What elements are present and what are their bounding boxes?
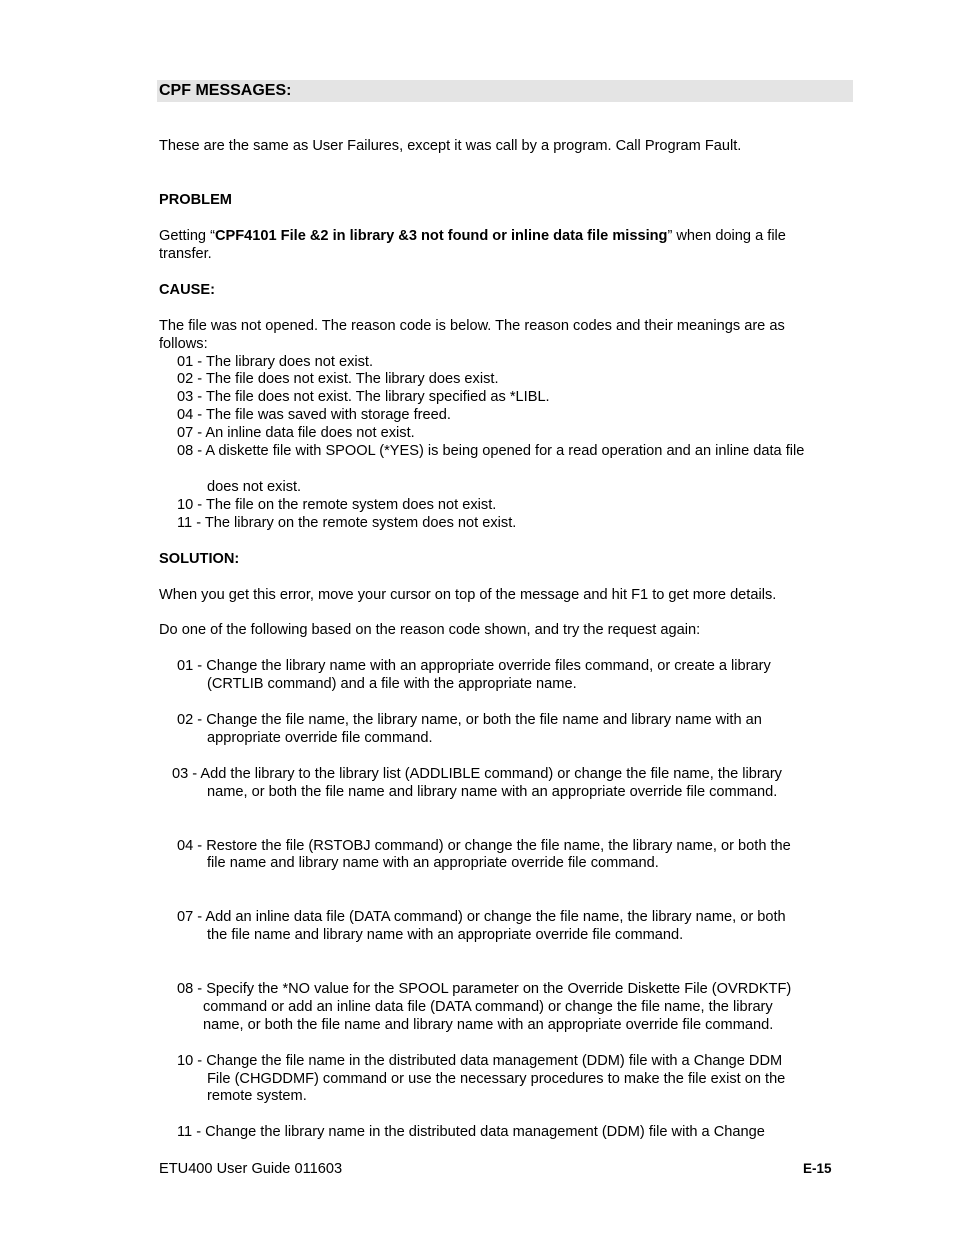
footer-doc-title: ETU400 User Guide 011603 [159,1161,343,1177]
solution-para-2: Do one of the following based on the reason code shown, and try the request again: [159,622,701,638]
cause-code: 07 - An inline data file does not exist. [177,425,415,441]
solution-item-01: 01 - Change the library name with an appropriate override files command, or create a library [177,658,771,674]
cause-code: 04 - The file was saved with storage freed. [177,407,451,423]
cause-code: 01 - The library does not exist. [177,354,374,370]
cause-code: 11 - The library on the remote system does not exist. [177,515,517,531]
problem-label: PROBLEM [159,192,232,208]
solution-item-10-cont: File (CHGDDMF) command or use the necessary procedures to make the file exist on the [207,1071,786,1087]
solution-item-08-cont: command or add an inline data file (DATA command) or change the file name, the library [203,999,773,1015]
footer-page-number: E-15 [803,1161,832,1176]
cause-code: 08 - A diskette file with SPOOL (*YES) is being opened for a read operation and an inline data file [177,443,805,459]
solution-item-08-cont: name, or both the file name and library name with an appropriate override file command. [203,1017,774,1033]
problem-getting-suffix: ” when doing a file [667,228,786,244]
solution-item-03-cont: name, or both the file name and library name with an appropriate override file command. [207,784,778,800]
solution-para-1: When you get this error, move your cursor on top of the message and hit F1 to get more details. [159,587,777,603]
solution-item-03: 03 - Add the library to the library list (ADDLIBLE command) or change the file name, the library [172,766,782,782]
cause-code: 02 - The file does not exist. The library does exist. [177,371,499,387]
solution-item-07-cont: the file name and library name with an appropriate override file command. [207,927,684,943]
cause-code: 10 - The file on the remote system does not exist. [177,497,497,513]
cause-label: CAUSE: [159,282,215,298]
solution-item-01-cont: (CRTLIB command) and a file with the appropriate name. [207,676,577,692]
problem-line-2: transfer. [159,246,212,262]
solution-item-02: 02 - Change the file name, the library name, or both the file name and library name with an [177,712,762,728]
solution-item-04: 04 - Restore the file (RSTOBJ command) or change the file name, the library name, or both the [177,838,791,854]
solution-item-07: 07 - Add an inline data file (DATA command) or change the file name, the library name, or both [177,909,786,925]
cause-line-2: follows: [159,336,208,352]
solution-item-10-cont: remote system. [207,1088,307,1104]
problem-line-1 [159,227,786,245]
cause-code-continuation: does not exist. [207,479,302,495]
solution-item-04-cont: file name and library name with an appropriate override file command. [207,855,659,871]
solution-item-02-cont: appropriate override file command. [207,730,433,746]
solution-label: SOLUTION: [159,551,240,567]
solution-item-08: 08 - Specify the *NO value for the SPOOL parameter on the Override Diskette File (OVRDKTF) [177,981,792,997]
intro-text: These are the same as User Failures, except it was call by a program. Call Program Fault. [159,138,742,154]
cause-line-1: The file was not opened. The reason code is below. The reason codes and their meanings are as [159,318,785,334]
problem-error-message: CPF4101 File &2 in library &3 not found or inline data file missing [214,228,668,244]
cause-code: 03 - The file does not exist. The library specified as *LIBL. [177,389,550,405]
solution-item-10: 10 - Change the file name in the distributed data management (DDM) file with a Change DDM [177,1053,783,1069]
problem-getting-prefix: Getting “ [159,228,215,244]
section-title: CPF MESSAGES: [159,82,292,99]
solution-item-11: 11 - Change the library name in the distributed data management (DDM) file with a Change [177,1124,765,1140]
